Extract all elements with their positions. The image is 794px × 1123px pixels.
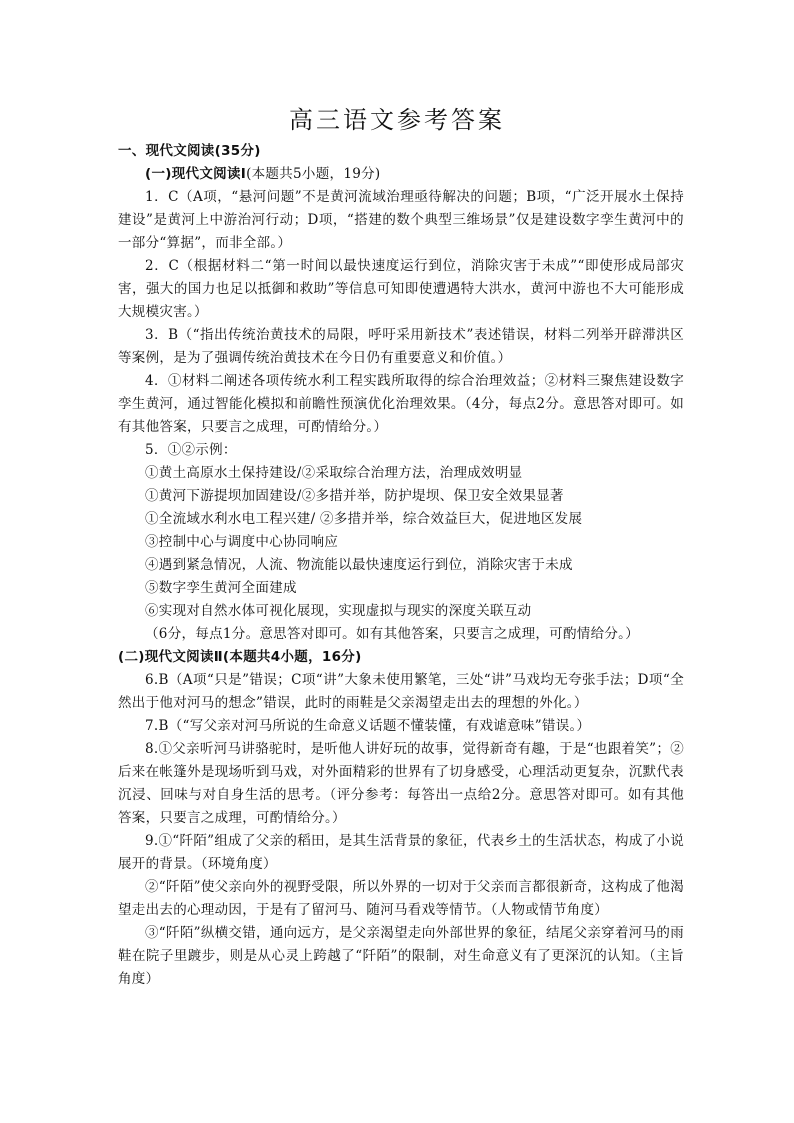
answer-9-point-2: ②“阡陌”使父亲向外的视野受限，所以外界的一切对于父亲而言都很新奇，这构成了他渴望走出去的心理动因，于是有了留河马、随河马看戏等情节。（人物或情节角度）	[118, 879, 684, 918]
answer-8: 8.①父亲听河马讲骆驼时，是听他人讲好玩的故事，觉得新奇有趣，于是“也跟着笑”；②后来在帐篷外是现场听到马戏，对外面精彩的世界有了切身感受，心理活动更复杂，沉默代表沉浸、回味与对自身生活的思考。（评分参考：每答出一点给2分。意思答对即可。如有其他答案，只要言之成理，可酌情给分。）	[118, 741, 684, 826]
part-heading-reading-1-title: (一)现代文阅读Ⅰ	[145, 166, 247, 182]
section-heading-modern-reading: 一、现代文阅读(35分)	[118, 143, 261, 159]
answer-9-point-1: 9.①“阡陌”组成了父亲的稻田，是其生活背景的象征，代表乡土的生活状态，构成了小说展开的背景。（环境角度）	[118, 833, 684, 872]
answer-5-heading: 5．①②示例：	[145, 442, 237, 458]
answer-4: 4．①材料二阐述各项传统水利工程实践所取得的综合治理效益；②材料三聚焦建设数字孪生黄河，通过智能化模拟和前瞻性预演优化治理效果。（4分，每点2分。意思答对即可。如有其他答案，只要言之成理，可酌情给分。）	[118, 373, 684, 435]
answer-5-item: ④遇到紧急情况，人流、物流能以最快速度运行到位，消除灾害于未成	[145, 557, 573, 573]
answer-6: 6.B（A项“只是”错误；C项“讲”大象未使用繁笔，三处“讲”马戏均无夸张手法；D项“全然出于他对河马的想念”错误，此时的雨鞋是父亲渴望走出去的理想的外化。）	[118, 672, 684, 711]
answer-5-item: ①黄河下游提坝加固建设/②多措并举，防护堤坝、保卫安全效果显著	[145, 488, 564, 504]
answer-9-point-3: ③“阡陌”纵横交错，通向远方，是父亲渴望走向外部世界的象征，结尾父亲穿着河马的雨鞋在院子里踱步，则是从心灵上跨越了“阡陌”的限制，对生命意义有了更深沉的认知。（主旨角度）	[118, 925, 684, 987]
answer-5-score-note: （6分，每点1分。意思答对即可。如有其他答案，只要言之成理，可酌情给分。）	[145, 626, 640, 642]
answer-5-item: ⑥实现对自然水体可视化展现，实现虚拟与现实的深度关联互动	[145, 603, 532, 619]
part-heading-reading-2	[118, 646, 684, 669]
page-title: 高三语文参考答案	[289, 106, 505, 134]
answer-5-item: ①黄土高原水土保持建设/②采取综合治理方法，治理成效明显	[145, 465, 523, 481]
answer-1: 1．C（A项，“悬河问题”不是黄河流域治理亟待解决的问题；B项，“广泛开展水土保持建设”是黄河上中游治河行动；D项，“搭建的数个典型三维场景”仅是建设数字孪生黄河中的一部分“算据”，而非全部。）	[118, 189, 684, 251]
part-heading-reading-1-note: (本题共5小题，19分)	[246, 166, 381, 182]
answer-5-item: ①全流域水利水电工程兴建/ ②多措并举，综合效益巨大，促进地区发展	[145, 511, 583, 527]
part-heading-reading-2-title: (二)现代文阅读Ⅱ(本题共4小题，16分)	[118, 649, 362, 665]
answer-5-item: ⑤数字孪生黄河全面建成	[145, 580, 297, 596]
answer-5-item: ③控制中心与调度中心协同响应	[145, 534, 339, 550]
part-heading-reading-1	[118, 163, 684, 186]
answer-3: 3．B（“指出传统治黄技术的局限，呼吁采用新技术”表述错误，材料二列举开辟滞洪区等案例，是为了强调传统治黄技术在今日仍有重要意义和价值。）	[118, 327, 684, 366]
document-body	[118, 140, 684, 991]
answer-2: 2．C（根据材料二“第一时间以最快速度运行到位，消除灾害于未成”“即使形成局部灾害，强大的国力也足以抵御和救助”等信息可知即使遭遇特大洪水，黄河中游也不大可能形成大规模灾害。）	[118, 258, 684, 320]
answer-7: 7.B（“写父亲对河马所说的生命意义话题不懂装懂，有戏谑意味”错误。）	[145, 718, 591, 734]
